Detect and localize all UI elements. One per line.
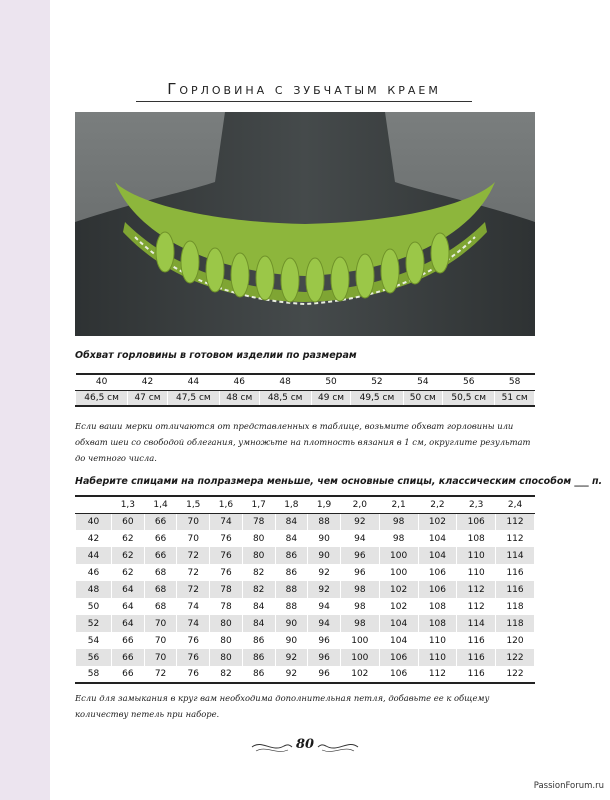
stitch-count-cell: 66 bbox=[112, 666, 145, 683]
stitch-count-cell: 84 bbox=[242, 615, 275, 632]
stitch-count-cell: 96 bbox=[308, 632, 341, 649]
stitch-count-cell: 112 bbox=[418, 666, 457, 683]
stitch-count-cell: 108 bbox=[418, 615, 457, 632]
stitch-count-cell: 72 bbox=[177, 564, 210, 581]
stitch-count-cell: 84 bbox=[242, 598, 275, 615]
corner-cell bbox=[76, 496, 112, 513]
stitch-count-cell: 82 bbox=[242, 581, 275, 598]
gauge-header-cell: 1,9 bbox=[308, 496, 341, 513]
stitch-count-cell: 116 bbox=[457, 649, 496, 666]
side-accent-strip bbox=[0, 0, 50, 800]
size-measurement-cell: 47 см bbox=[128, 390, 168, 406]
size-header-cell: 56 bbox=[443, 374, 495, 390]
size-measurement-cell: 48 см bbox=[219, 390, 259, 406]
stitch-count-cell: 70 bbox=[177, 513, 210, 530]
stitch-count-cell: 92 bbox=[308, 564, 341, 581]
stitch-count-cell: 64 bbox=[112, 598, 145, 615]
size-note: Если ваши мерки отличаются от представленных в таблице, возьмите обхват горловины или обхват шеи со свободой облегания, умножьте на плотность вязания в 1 см, округлите результат до четного числа. bbox=[75, 421, 531, 463]
stitch-count-cell: 110 bbox=[418, 649, 457, 666]
stitch-count-cell: 90 bbox=[308, 530, 341, 547]
row-size-label: 44 bbox=[76, 547, 112, 564]
stitch-row bbox=[76, 666, 535, 683]
stitch-count-cell: 96 bbox=[308, 649, 341, 666]
collar-illustration bbox=[75, 112, 535, 336]
gauge-header-cell: 2,0 bbox=[340, 496, 379, 513]
stitch-count-cell: 72 bbox=[144, 666, 177, 683]
size-header-cell: 46 bbox=[219, 374, 259, 390]
stitch-count-cell: 80 bbox=[210, 632, 243, 649]
stitch-count-cell: 106 bbox=[418, 581, 457, 598]
size-header-cell: 48 bbox=[259, 374, 311, 390]
title-underline bbox=[136, 101, 472, 102]
stitch-count-cell: 106 bbox=[457, 513, 496, 530]
stitch-count-cell: 108 bbox=[457, 530, 496, 547]
title-block bbox=[136, 80, 472, 102]
stitch-note: Если для замыкания в круг вам необходима дополнительная петля, добавьте ее к общему количеству петель при наборе. bbox=[75, 693, 490, 719]
stitch-count-cell: 116 bbox=[496, 564, 535, 581]
row-size-label: 48 bbox=[76, 581, 112, 598]
stitch-count-cell: 76 bbox=[177, 632, 210, 649]
stitch-row bbox=[76, 649, 535, 666]
gauge-header-cell: 1,8 bbox=[275, 496, 308, 513]
stitch-count-cell: 80 bbox=[242, 530, 275, 547]
stitch-row bbox=[76, 513, 535, 530]
stitch-count-cell: 104 bbox=[418, 530, 457, 547]
stitch-count-cell: 66 bbox=[144, 547, 177, 564]
stitch-count-cell: 76 bbox=[210, 530, 243, 547]
size-measurement-cell: 49 см bbox=[311, 390, 351, 406]
stitch-count-cell: 122 bbox=[496, 649, 535, 666]
stitch-count-cell: 76 bbox=[177, 649, 210, 666]
stitch-count-cell: 106 bbox=[379, 666, 418, 683]
stitch-count-cell: 114 bbox=[496, 547, 535, 564]
stitch-count-cell: 72 bbox=[177, 581, 210, 598]
stitch-row bbox=[76, 615, 535, 632]
stitch-count-cell: 78 bbox=[242, 513, 275, 530]
stitch-count-cell: 96 bbox=[340, 547, 379, 564]
stitch-row bbox=[76, 530, 535, 547]
stitch-count-cell: 74 bbox=[177, 615, 210, 632]
size-measurement-cell: 49,5 см bbox=[351, 390, 403, 406]
stitch-count-cell: 88 bbox=[275, 581, 308, 598]
stitch-count-cell: 106 bbox=[418, 564, 457, 581]
stitch-count-cell: 78 bbox=[210, 581, 243, 598]
stitch-count-cell: 68 bbox=[144, 564, 177, 581]
stitch-count-cell: 74 bbox=[210, 513, 243, 530]
stitch-count-cell: 112 bbox=[496, 530, 535, 547]
stitch-count-cell: 70 bbox=[144, 615, 177, 632]
stitch-count-cell: 102 bbox=[379, 581, 418, 598]
stitch-count-cell: 102 bbox=[418, 513, 457, 530]
stitch-row bbox=[76, 547, 535, 564]
collar-photo bbox=[75, 112, 535, 336]
size-header-row bbox=[76, 374, 535, 390]
stitch-count-cell: 98 bbox=[340, 581, 379, 598]
stitch-count-cell: 96 bbox=[308, 666, 341, 683]
stitch-count-cell: 100 bbox=[379, 547, 418, 564]
stitch-count-cell: 116 bbox=[457, 666, 496, 683]
stitch-count-cell: 118 bbox=[496, 598, 535, 615]
stitch-count-cell: 64 bbox=[112, 615, 145, 632]
row-size-label: 52 bbox=[76, 615, 112, 632]
stitch-count-cell: 80 bbox=[242, 547, 275, 564]
row-size-label: 46 bbox=[76, 564, 112, 581]
stitch-count-cell: 100 bbox=[379, 564, 418, 581]
stitch-count-cell: 66 bbox=[144, 513, 177, 530]
stitch-count-cell: 122 bbox=[496, 666, 535, 683]
gauge-header-cell: 1,6 bbox=[210, 496, 243, 513]
stitch-count-cell: 92 bbox=[308, 581, 341, 598]
stitch-count-cell: 94 bbox=[340, 530, 379, 547]
stitch-count-cell: 98 bbox=[379, 513, 418, 530]
stitch-count-cell: 86 bbox=[242, 632, 275, 649]
gauge-header-cell: 1,5 bbox=[177, 496, 210, 513]
stitch-count-cell: 76 bbox=[177, 666, 210, 683]
stitch-count-cell: 112 bbox=[457, 598, 496, 615]
page-number: 80 bbox=[295, 737, 315, 752]
stitch-count-cell: 114 bbox=[457, 615, 496, 632]
size-header-cell: 42 bbox=[128, 374, 168, 390]
stitch-count-cell: 60 bbox=[112, 513, 145, 530]
stitch-count-cell: 118 bbox=[496, 615, 535, 632]
gauge-header-cell: 2,4 bbox=[496, 496, 535, 513]
stitch-count-cell: 112 bbox=[496, 513, 535, 530]
size-measurement-cell: 46,5 см bbox=[76, 390, 128, 406]
gauge-header-row bbox=[76, 496, 535, 513]
stitch-count-cell: 80 bbox=[210, 649, 243, 666]
size-measurement-cell: 48,5 см bbox=[259, 390, 311, 406]
stitch-count-cell: 66 bbox=[112, 649, 145, 666]
size-header-cell: 58 bbox=[495, 374, 535, 390]
size-header-cell: 50 bbox=[311, 374, 351, 390]
stitch-count-cell: 72 bbox=[177, 547, 210, 564]
size-measurement-cell: 50 см bbox=[403, 390, 443, 406]
size-measurement-cell: 47,5 см bbox=[167, 390, 219, 406]
stitch-count-cell: 74 bbox=[177, 598, 210, 615]
stitch-count-cell: 98 bbox=[379, 530, 418, 547]
stitch-count-cell: 90 bbox=[275, 632, 308, 649]
stitch-table bbox=[75, 495, 535, 684]
stitch-count-cell: 96 bbox=[340, 564, 379, 581]
stitch-count-cell: 100 bbox=[340, 649, 379, 666]
stitch-count-cell: 110 bbox=[457, 564, 496, 581]
stitch-table-caption: Наберите спицами на полразмера меньше, чем основные спицы, классическим способом ___ п. bbox=[75, 476, 603, 487]
stitch-count-cell: 110 bbox=[418, 632, 457, 649]
stitch-count-cell: 62 bbox=[112, 564, 145, 581]
gauge-header-cell: 2,1 bbox=[379, 496, 418, 513]
stitch-count-cell: 112 bbox=[457, 581, 496, 598]
gauge-header-cell: 1,3 bbox=[112, 496, 145, 513]
stitch-count-cell: 94 bbox=[308, 598, 341, 615]
stitch-count-cell: 92 bbox=[275, 649, 308, 666]
stitch-count-cell: 104 bbox=[379, 615, 418, 632]
gauge-header-cell: 1,7 bbox=[242, 496, 275, 513]
stitch-count-cell: 82 bbox=[210, 666, 243, 683]
row-size-label: 50 bbox=[76, 598, 112, 615]
stitch-count-cell: 98 bbox=[340, 598, 379, 615]
stitch-count-cell: 66 bbox=[144, 530, 177, 547]
stitch-count-cell: 110 bbox=[457, 547, 496, 564]
row-size-label: 40 bbox=[76, 513, 112, 530]
page-title: Горловина с зубчатым краем bbox=[167, 80, 441, 98]
watermark: PassionForum.ru bbox=[533, 781, 604, 791]
size-table bbox=[75, 373, 535, 407]
stitch-count-cell: 84 bbox=[275, 513, 308, 530]
page-footer bbox=[250, 735, 360, 757]
stitch-count-cell: 102 bbox=[379, 598, 418, 615]
stitch-count-cell: 78 bbox=[210, 598, 243, 615]
stitch-count-cell: 90 bbox=[275, 615, 308, 632]
stitch-count-cell: 104 bbox=[379, 632, 418, 649]
stitch-count-cell: 84 bbox=[275, 530, 308, 547]
stitch-row bbox=[76, 581, 535, 598]
stitch-count-cell: 102 bbox=[340, 666, 379, 683]
gauge-header-cell: 1,4 bbox=[144, 496, 177, 513]
stitch-count-cell: 120 bbox=[496, 632, 535, 649]
stitch-count-cell: 76 bbox=[210, 547, 243, 564]
stitch-count-cell: 86 bbox=[275, 564, 308, 581]
stitch-count-cell: 100 bbox=[340, 632, 379, 649]
size-measurement-cell: 51 см bbox=[495, 390, 535, 406]
stitch-count-cell: 70 bbox=[144, 649, 177, 666]
stitch-count-cell: 92 bbox=[275, 666, 308, 683]
stitch-count-cell: 116 bbox=[496, 581, 535, 598]
stitch-count-cell: 92 bbox=[340, 513, 379, 530]
stitch-count-cell: 70 bbox=[177, 530, 210, 547]
row-size-label: 56 bbox=[76, 649, 112, 666]
gauge-header-cell: 2,2 bbox=[418, 496, 457, 513]
stitch-count-cell: 62 bbox=[112, 530, 145, 547]
size-table-caption: Обхват горловины в готовом изделии по размерам bbox=[75, 350, 357, 361]
stitch-count-cell: 86 bbox=[242, 649, 275, 666]
size-measurement-row bbox=[76, 390, 535, 406]
size-header-cell: 52 bbox=[351, 374, 403, 390]
stitch-count-cell: 108 bbox=[418, 598, 457, 615]
row-size-label: 58 bbox=[76, 666, 112, 683]
stitch-count-cell: 88 bbox=[308, 513, 341, 530]
gauge-header-cell: 2,3 bbox=[457, 496, 496, 513]
stitch-count-cell: 116 bbox=[457, 632, 496, 649]
stitch-count-cell: 88 bbox=[275, 598, 308, 615]
stitch-count-cell: 68 bbox=[144, 581, 177, 598]
stitch-row bbox=[76, 598, 535, 615]
stitch-count-cell: 76 bbox=[210, 564, 243, 581]
stitch-count-cell: 98 bbox=[340, 615, 379, 632]
stitch-count-cell: 82 bbox=[242, 564, 275, 581]
stitch-count-cell: 62 bbox=[112, 547, 145, 564]
row-size-label: 54 bbox=[76, 632, 112, 649]
row-size-label: 42 bbox=[76, 530, 112, 547]
stitch-count-cell: 94 bbox=[308, 615, 341, 632]
size-header-cell: 40 bbox=[76, 374, 128, 390]
stitch-count-cell: 104 bbox=[418, 547, 457, 564]
stitch-count-cell: 106 bbox=[379, 649, 418, 666]
stitch-row bbox=[76, 564, 535, 581]
size-measurement-cell: 50,5 см bbox=[443, 390, 495, 406]
size-header-cell: 44 bbox=[167, 374, 219, 390]
stitch-count-cell: 80 bbox=[210, 615, 243, 632]
stitch-count-cell: 68 bbox=[144, 598, 177, 615]
size-header-cell: 54 bbox=[403, 374, 443, 390]
stitch-row bbox=[76, 632, 535, 649]
stitch-count-cell: 70 bbox=[144, 632, 177, 649]
stitch-count-cell: 66 bbox=[112, 632, 145, 649]
stitch-count-cell: 90 bbox=[308, 547, 341, 564]
stitch-count-cell: 86 bbox=[275, 547, 308, 564]
stitch-count-cell: 86 bbox=[242, 666, 275, 683]
stitch-count-cell: 64 bbox=[112, 581, 145, 598]
